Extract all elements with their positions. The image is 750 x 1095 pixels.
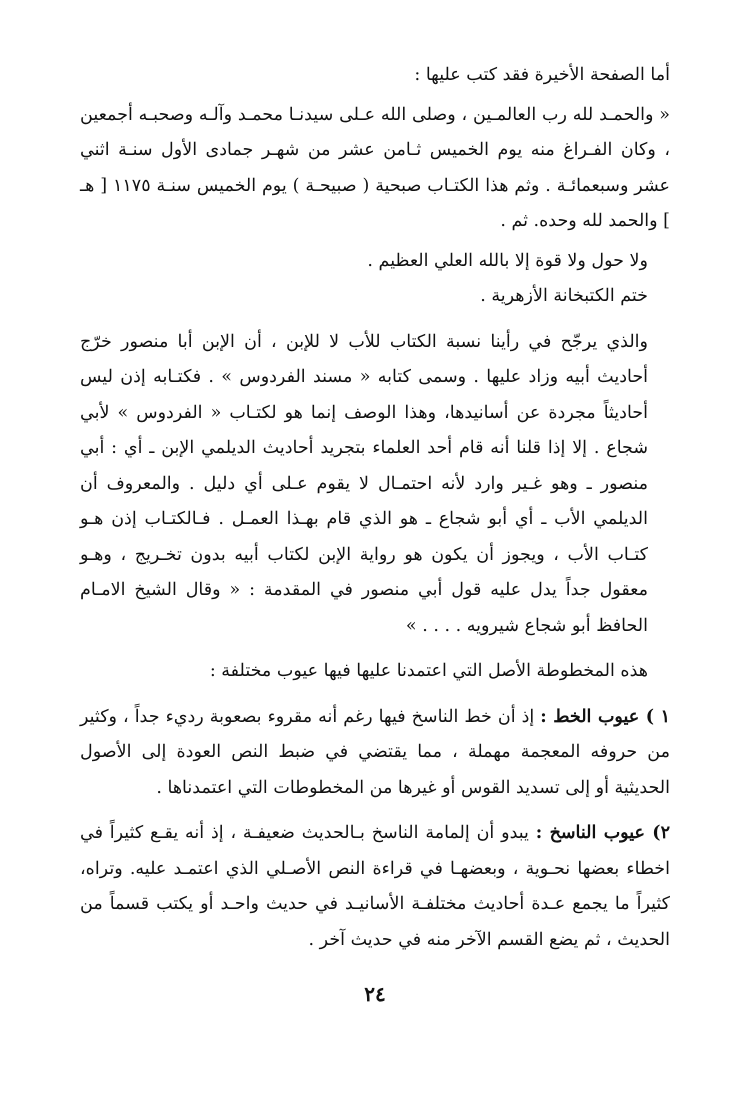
- defect-1-paragraph: [80, 700, 670, 807]
- colophon-quote: « والحمـد لله رب العالمـين ، وصلى الله عـلى سيدنـا محمـد وآلـه وصحبـه أجمعين ، وكان الفـراغ منه يوم الخميس ثـامن عشر من شهـر جمادى الأول سنـة اثني عشر وسبعمائـة . وثم هذا الكتـاب صبحية ( صبيحـة ) يوم الخميس سنـة ١١٧٥ [ هـ ] والحمد لله وحده. ثم .: [80, 104, 671, 231]
- dua-line: ولا حول ولا قوة إلا بالله العلي العظيم .: [367, 250, 648, 271]
- defect-2-text: يبدو أن إلمامة الناسخ بـالحديث ضعيفـة ، إذ أنه يقـع كثيراً في اخطاء بعضها نحـوية ، وبعضهـا في قراءة النص الأصـلي الذي اعتمـد عليه. وتراه، كثيراً ما يجمع عـدة أحاديث مختلفـة الأسانيـد في حديث واحـد أو يكتب قسماً من الحديث ، ثم يضع القسم الآخر منه في حديث آخر .: [80, 823, 670, 950]
- attribution-paragraph: والذي يرجّح في رأينا نسبة الكتاب للأب لا للإبن ، أن الإبن أبا منصور خرّج أحاديث أبيه وزاد عليها . وسمى كتابه « مسند الفردوس » . فكتـابه إذن ليس أحاديثاً مجردة عن أسانيدها، وهذا الوصف إنما هو لكتـاب « الفردوس » لأبي شجاع . إلا إذا قلنا أنه قام أحد العلماء بتجريد أحاديث الديلمي الإبن ـ أي : أبي منصور ـ وهو غـير وارد لأنه احتمـال لا يقوم عـلى أي دليل . والمعروف أن الديلمي الأب ـ أي أبو شجاع ـ هو الذي قام بهـذا العمـل . فـالكتـاب إذن هـو كتـاب الأب ، ويجوز أن يكون هو رواية الإبن لكتاب أبيه بدون تخـريج ، وهـو معقول جداً يدل عليه قول أبي منصور في المقدمة : « وقال الشيخ الامـام الحافظ أبو شجاع شيرويه . . . . »: [80, 331, 648, 636]
- library-stamp-line: ختم الكتبخانة الأزهرية .: [480, 286, 648, 306]
- defect-2-paragraph: [80, 816, 670, 958]
- intro-line: أما الصفحة الأخيرة فقد كتب عليها :: [414, 65, 670, 85]
- page-number: ٢٤: [364, 982, 386, 1006]
- defects-intro: هذه المخطوطة الأصل التي اعتمدنا عليها فيها عيوب مختلفة :: [209, 661, 648, 681]
- defect-1-label: ١ ) عيوب الخط :: [540, 706, 670, 727]
- defect-1-text: إذ أن خط الناسخ فيها رغم أنه مقروء بصعوبة رديء جداً ، وكثير من حروفه المعجمة مهملة ، مما يقتضي في ضبط النص العودة إلى الأصول الحديثية أو إلى تسديد القوس أو غيرها من المخطوطات التي اعتمدناها .: [80, 706, 670, 798]
- defect-2-label: ٢) عيوب الناسخ :: [535, 823, 670, 843]
- page-body: [80, 58, 670, 958]
